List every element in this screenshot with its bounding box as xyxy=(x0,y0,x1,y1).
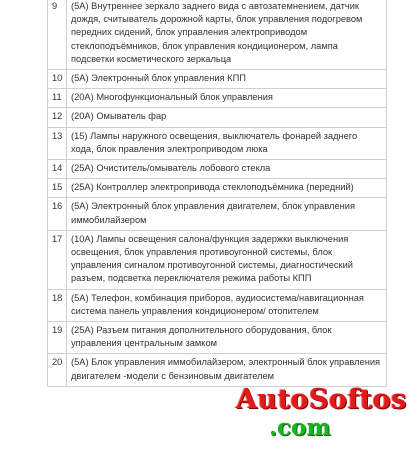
fuse-description: (20A) Омыватель фар xyxy=(67,108,387,127)
fuse-description: (10A) Лампы освещения салона/функция задержки выключения освещения, блок управления противоугонной системы, блок управления сигналом противоугонной системы, диагностический разъем, подсветка переключателя режима работы КПП xyxy=(67,230,387,289)
fuse-description: (5A) Телефон, комбинация приборов, аудиосистема/навигационная система панель управления кондиционером/ отопителем xyxy=(67,289,387,321)
table-row xyxy=(48,289,387,321)
table-row xyxy=(48,179,387,198)
watermark-logo xyxy=(236,384,406,450)
fuse-table xyxy=(47,0,387,387)
fuse-number: 17 xyxy=(48,230,67,289)
fuse-number: 20 xyxy=(48,354,67,386)
table-row xyxy=(48,322,387,354)
table-row xyxy=(48,160,387,179)
fuse-description: (5A) Электронный блок управления двигателем, блок управления иммобилайзером xyxy=(67,198,387,230)
watermark-line2: .com xyxy=(269,414,331,441)
fuse-description: (5A) Электронный блок управления КПП xyxy=(67,70,387,89)
watermark-line1: AutoSoftos xyxy=(236,384,407,415)
fuse-number: 10 xyxy=(48,70,67,89)
fuse-description: (25A) Разъем питания дополнительного оборудования, блок управления центральным замком xyxy=(67,322,387,354)
fuse-number: 15 xyxy=(48,179,67,198)
fuse-description: (20A) Многофункциональный блок управления xyxy=(67,89,387,108)
fuse-description: (5A) Блок управления иммобилайзером, электронный блок управления двигателем -модели с бензиновым двигателем xyxy=(67,354,387,386)
table-row xyxy=(48,89,387,108)
fuse-number: 19 xyxy=(48,322,67,354)
fuse-description: (25A) Контроллер электропривода стеклоподъёмника (передний) xyxy=(67,179,387,198)
table-row xyxy=(48,354,387,386)
table-row xyxy=(48,198,387,230)
fuse-description: (15) Лампы наружного освещения, выключатель фонарей заднего хода, блок правления электроприводом люка xyxy=(67,127,387,159)
table-row xyxy=(48,127,387,159)
fuse-number: 18 xyxy=(48,289,67,321)
table-row xyxy=(48,230,387,289)
fuse-number: 14 xyxy=(48,160,67,179)
fuse-number: 9 xyxy=(48,0,67,70)
fuse-number: 13 xyxy=(48,127,67,159)
fuse-description: (5A) Внутреннее зеркало заднего вида с автозатемнением, датчик дождя, считыватель дорожной карты, блок управления подогревом передних сидений, блок управления электроприводом стеклоподъёмников, блок управления кондиционером, лампа подсветки косметического зеркальца xyxy=(67,0,387,70)
table-row xyxy=(48,70,387,89)
table-row xyxy=(48,108,387,127)
fuse-number: 11 xyxy=(48,89,67,108)
table-row xyxy=(48,0,387,70)
fuse-description: (25A) Очиститель/омыватель лобового стекла xyxy=(67,160,387,179)
fuse-table-body xyxy=(48,0,387,386)
fuse-number: 16 xyxy=(48,198,67,230)
fuse-number: 12 xyxy=(48,108,67,127)
